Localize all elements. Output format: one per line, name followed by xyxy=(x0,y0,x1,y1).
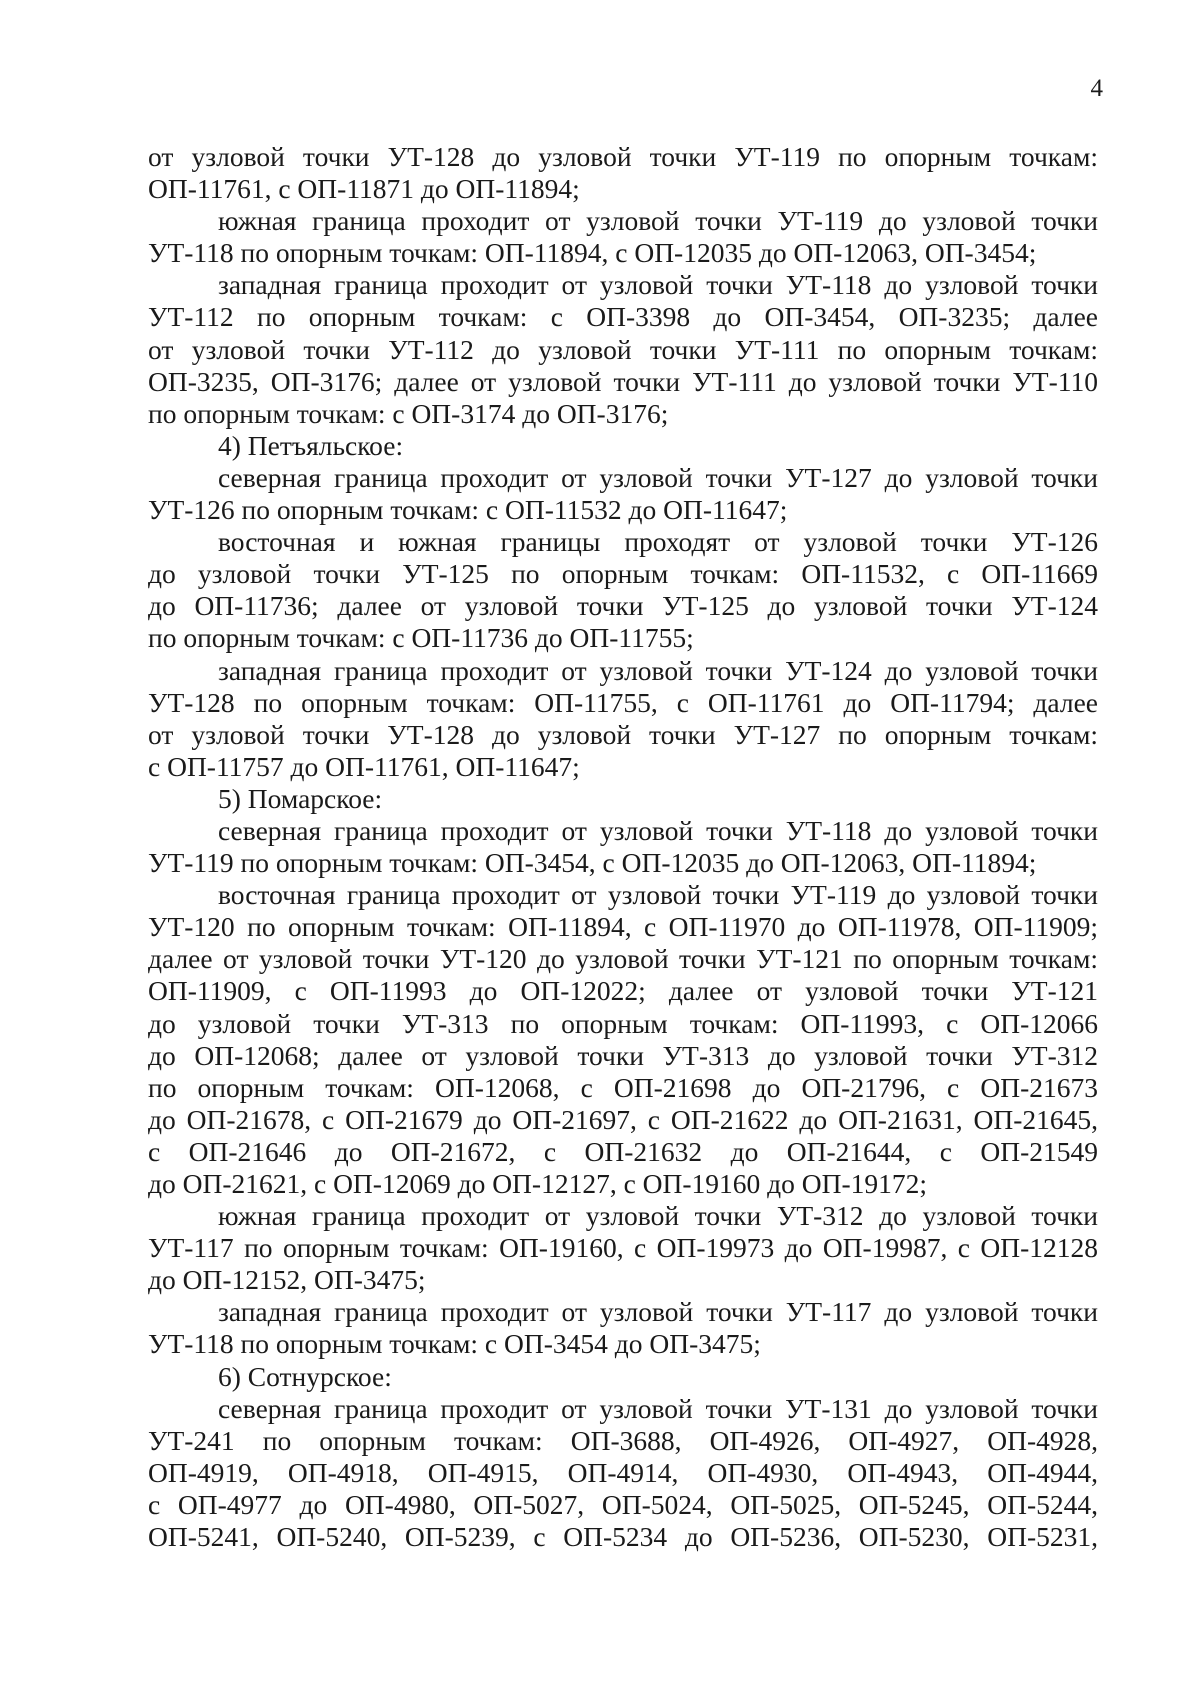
text-line: от узловой точки УТ-128 до узловой точки УТ-119 по опорным точкам: xyxy=(148,141,1098,172)
text-line: по опорным точкам: ОП-12068, с ОП-21698 до ОП-21796, с ОП-21673 xyxy=(148,1071,1098,1103)
text-line: северная граница проходит от узловой точки УТ-127 до узловой точки xyxy=(218,461,1098,493)
text-line: 5) Помарское: xyxy=(218,782,383,814)
text-line: УТ-126 по опорным точкам: с ОП-11532 до ОП-11647; xyxy=(148,494,788,526)
text-line: УТ-112 по опорным точкам: с ОП-3398 до ОП-3454, ОП-3235; далее xyxy=(148,301,1098,333)
text-line: 6) Сотнурское: xyxy=(218,1360,392,1392)
text-line: до ОП-21621, с ОП-12069 до ОП-12127, с ОП-19160 до ОП-19172; xyxy=(148,1168,928,1199)
text-line: южная граница проходит от узловой точки УТ-119 до узловой точки xyxy=(218,205,1098,237)
text-line: западная граница проходит от узловой точки УТ-117 до узловой точки xyxy=(218,1296,1098,1328)
text-line: до узловой точки УТ-313 по опорным точкам: ОП-11993, с ОП-12066 xyxy=(148,1007,1098,1039)
page-number: 4 xyxy=(1090,75,1103,102)
text-line: ОП-4919, ОП-4918, ОП-4915, ОП-4914, ОП-4930, ОП-4943, ОП-4944, xyxy=(148,1456,1098,1488)
text-line: северная граница проходит от узловой точки УТ-118 до узловой точки xyxy=(218,814,1098,846)
text-line: по опорным точкам: с ОП-3174 до ОП-3176; xyxy=(148,397,669,429)
text-line: восточная граница проходит от узловой точки УТ-119 до узловой точки xyxy=(218,879,1098,911)
text-line: с ОП-11757 до ОП-11761, ОП-11647; xyxy=(148,750,580,782)
text-line: УТ-117 по опорным точкам: ОП-19160, с ОП-19973 до ОП-19987, с ОП-12128 xyxy=(148,1232,1098,1264)
text-line: ОП-11761, с ОП-11871 до ОП-11894; xyxy=(148,173,580,205)
text-line: до ОП-11736; далее от узловой точки УТ-125 до узловой точки УТ-124 xyxy=(148,590,1098,622)
text-line: с ОП-4977 до ОП-4980, ОП-5027, ОП-5024, ОП-5025, ОП-5245, ОП-5244, xyxy=(148,1488,1098,1520)
text-line: до ОП-12068; далее от узловой точки УТ-313 до узловой точки УТ-312 xyxy=(148,1039,1098,1071)
text-line: до узловой точки УТ-125 по опорным точкам: ОП-11532, с ОП-11669 xyxy=(148,558,1098,590)
text-line: по опорным точкам: с ОП-11736 до ОП-11755; xyxy=(148,622,694,654)
text-line: до ОП-21678, с ОП-21679 до ОП-21697, с ОП-21622 до ОП-21631, ОП-21645, xyxy=(148,1103,1098,1135)
text-line: восточная и южная границы проходят от узловой точки УТ-126 xyxy=(218,526,1098,558)
document-body xyxy=(148,141,1098,1553)
text-line: западная граница проходит от узловой точки УТ-118 до узловой точки xyxy=(218,269,1098,301)
text-line: северная граница проходит от узловой точки УТ-131 до узловой точки xyxy=(218,1392,1098,1424)
text-line: от узловой точки УТ-112 до узловой точки УТ-111 по опорным точкам: xyxy=(148,333,1098,365)
text-line: ОП-11909, с ОП-11993 до ОП-12022; далее от узловой точки УТ-121 xyxy=(148,975,1098,1007)
text-line: УТ-118 по опорным точкам: с ОП-3454 до ОП-3475; xyxy=(148,1328,761,1360)
text-line: с ОП-21646 до ОП-21672, с ОП-21632 до ОП-21644, с ОП-21549 xyxy=(148,1135,1098,1167)
text-line: южная граница проходит от узловой точки УТ-312 до узловой точки xyxy=(218,1200,1098,1232)
text-line: 4) Петъяльское: xyxy=(218,429,404,461)
text-line: далее от узловой точки УТ-120 до узловой точки УТ-121 по опорным точкам: xyxy=(148,943,1098,975)
text-line: западная граница проходит от узловой точки УТ-124 до узловой точки xyxy=(218,654,1098,686)
text-line: ОП-5241, ОП-5240, ОП-5239, с ОП-5234 до ОП-5236, ОП-5230, ОП-5231, xyxy=(148,1521,1098,1553)
text-line: от узловой точки УТ-128 до узловой точки УТ-127 по опорным точкам: xyxy=(148,718,1098,750)
text-line: ОП-3235, ОП-3176; далее от узловой точки УТ-111 до узловой точки УТ-110 xyxy=(148,365,1098,397)
text-line: УТ-128 по опорным точкам: ОП-11755, с ОП-11761 до ОП-11794; далее xyxy=(148,686,1098,718)
text-line: УТ-119 по опорным точкам: ОП-3454, с ОП-12035 до ОП-12063, ОП-11894; xyxy=(148,847,1037,879)
text-line: УТ-241 по опорным точкам: ОП-3688, ОП-4926, ОП-4927, ОП-4928, xyxy=(148,1424,1098,1456)
text-line: УТ-118 по опорным точкам: ОП-11894, с ОП-12035 до ОП-12063, ОП-3454; xyxy=(148,237,1037,269)
text-line: УТ-120 по опорным точкам: ОП-11894, с ОП-11970 до ОП-11978, ОП-11909; xyxy=(148,911,1098,943)
text-line: до ОП-12152, ОП-3475; xyxy=(148,1264,426,1296)
